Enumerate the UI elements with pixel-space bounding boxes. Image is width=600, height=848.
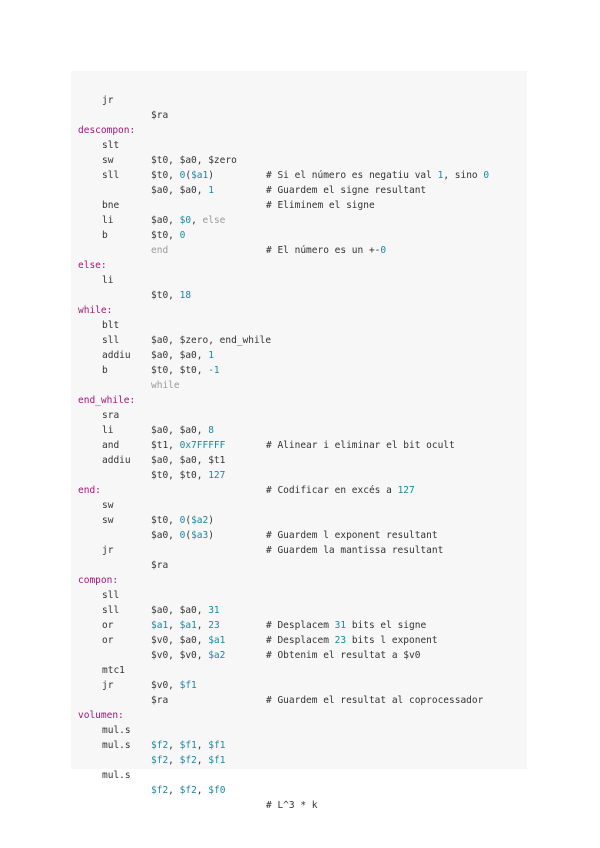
operand-text: $v0, $v0, bbox=[151, 650, 209, 661]
operand-text: $a0, $a0, bbox=[151, 350, 209, 361]
instruction: sll bbox=[102, 170, 120, 181]
number: 0 bbox=[179, 230, 186, 241]
comment-text: # Desplacem bbox=[266, 620, 335, 631]
instruction: sw bbox=[102, 500, 114, 511]
operand-text: , bbox=[196, 740, 209, 751]
instruction: jr bbox=[102, 680, 114, 691]
comment-text: # Desplacem bbox=[266, 635, 335, 646]
number: 1 bbox=[437, 170, 444, 181]
register: $f2 bbox=[151, 755, 169, 766]
number: -1 bbox=[208, 365, 220, 376]
label-else: else: bbox=[78, 260, 107, 271]
instruction: sll bbox=[102, 605, 120, 616]
register: $a1 bbox=[151, 620, 169, 631]
instruction: addiu bbox=[102, 350, 131, 361]
instruction: mul.s bbox=[102, 725, 131, 736]
instruction: or bbox=[102, 635, 114, 646]
comment: # L^3 * k bbox=[266, 800, 318, 811]
label-while: while: bbox=[78, 305, 113, 316]
code-line bbox=[71, 258, 527, 301]
operand-text: ( bbox=[185, 530, 192, 541]
operand-text: ) bbox=[208, 530, 214, 541]
operand-text: $t1, bbox=[151, 440, 180, 451]
number: 23 bbox=[334, 635, 347, 646]
operand-text: , bbox=[191, 215, 203, 226]
instruction: blt bbox=[102, 320, 120, 331]
code-line bbox=[71, 108, 527, 136]
instruction: and bbox=[102, 440, 120, 451]
register: $f1 bbox=[208, 740, 226, 751]
comment-text: # Codificar en excés a bbox=[266, 485, 398, 496]
blank-line bbox=[71, 228, 527, 243]
blank-line bbox=[71, 93, 527, 108]
branch-target: while bbox=[151, 380, 180, 391]
code-line bbox=[71, 693, 527, 721]
operands: $ra bbox=[151, 560, 169, 571]
operands bbox=[151, 513, 214, 528]
blank-line bbox=[71, 513, 527, 528]
operands bbox=[151, 168, 214, 183]
instruction: addiu bbox=[102, 455, 131, 466]
number: 127 bbox=[397, 485, 415, 496]
number: 1 bbox=[208, 185, 214, 196]
operands: $ra bbox=[151, 695, 169, 706]
code-line bbox=[71, 378, 527, 406]
operand-text: , bbox=[196, 755, 209, 766]
operand-text: $v0, bbox=[151, 680, 180, 691]
blank-line bbox=[71, 453, 527, 468]
operands bbox=[151, 633, 225, 648]
operand-text: $a0, bbox=[151, 215, 180, 226]
register: $a1 bbox=[179, 620, 197, 631]
instruction: b bbox=[102, 365, 108, 376]
register: $f1 bbox=[208, 755, 226, 766]
code-line bbox=[71, 723, 527, 766]
register: $f0 bbox=[208, 785, 226, 796]
operands bbox=[151, 783, 225, 798]
code-block bbox=[71, 71, 527, 811]
register: $f1 bbox=[179, 740, 197, 751]
operands bbox=[151, 228, 185, 243]
instruction: sll bbox=[102, 335, 120, 346]
blank-line bbox=[71, 273, 527, 288]
number: 31 bbox=[334, 620, 347, 631]
register: $a1 bbox=[191, 170, 209, 181]
instruction: jr bbox=[102, 545, 114, 556]
operand-text: $t0, $t0, bbox=[151, 470, 209, 481]
blank-line bbox=[71, 678, 527, 693]
label-compon: compon: bbox=[78, 575, 119, 586]
instruction: sll bbox=[102, 590, 120, 601]
label-descompon: descompon: bbox=[78, 125, 136, 136]
code-line bbox=[71, 78, 527, 121]
operand-text: $t0, bbox=[151, 515, 180, 526]
number: 127 bbox=[208, 470, 226, 481]
instruction: mul.s bbox=[102, 770, 131, 781]
number: 0 bbox=[179, 530, 186, 541]
operands: $t0, $a0, $zero bbox=[151, 155, 237, 166]
branch-target: else bbox=[202, 215, 226, 226]
operand-text: , bbox=[168, 740, 180, 751]
instruction: jr bbox=[102, 95, 114, 106]
instruction: li bbox=[102, 275, 114, 286]
number: 0x7FFFFF bbox=[179, 440, 226, 451]
code-line bbox=[71, 243, 527, 271]
operand-text: , bbox=[196, 620, 209, 631]
register: $f2 bbox=[151, 785, 169, 796]
comment: # Guardem el resultat al coprocessador bbox=[266, 695, 484, 706]
register: $f2 bbox=[179, 785, 197, 796]
operand-text: $a0, bbox=[151, 530, 180, 541]
operand-text: ) bbox=[208, 170, 214, 181]
comment-text: bits el signe bbox=[346, 620, 427, 631]
comment: # Guardem l exponent resultant bbox=[266, 530, 438, 541]
number: 0 bbox=[483, 170, 490, 181]
operand-text: $a0, $a0, bbox=[151, 605, 209, 616]
code-line bbox=[71, 708, 527, 751]
operand-text: $t0, $t0, bbox=[151, 365, 209, 376]
operand-text: $a0, $a0, bbox=[151, 185, 209, 196]
comment: # Obtenim el resultat a $v0 bbox=[266, 650, 421, 661]
code-line bbox=[71, 288, 527, 316]
instruction: slt bbox=[102, 140, 120, 151]
operands: $a0, $a0, $t1 bbox=[151, 455, 226, 466]
comment: # Guardem la mantissa resultant bbox=[266, 545, 444, 556]
number: 8 bbox=[208, 425, 214, 436]
operand-text: $t0, bbox=[151, 170, 180, 181]
operand-text: , bbox=[168, 785, 180, 796]
label-volumen: volumen: bbox=[78, 710, 124, 721]
number: 23 bbox=[208, 620, 220, 631]
register: $a3 bbox=[191, 530, 209, 541]
number: 31 bbox=[208, 605, 220, 616]
instruction: or bbox=[102, 620, 114, 631]
operand-text: , bbox=[168, 755, 180, 766]
instruction: sra bbox=[102, 410, 120, 421]
operands: $a0, $zero, end_while bbox=[151, 335, 272, 346]
instruction: sw bbox=[102, 515, 114, 526]
instruction: bne bbox=[102, 200, 120, 211]
label-end: end: bbox=[78, 485, 101, 496]
register: $f2 bbox=[179, 755, 197, 766]
instruction: li bbox=[102, 215, 114, 226]
comment bbox=[266, 168, 489, 183]
code-line bbox=[71, 753, 527, 811]
operands bbox=[151, 738, 225, 753]
comment: # Eliminem el signe bbox=[266, 200, 375, 211]
operand-text: , bbox=[196, 785, 209, 796]
register: $a2 bbox=[191, 515, 209, 526]
instruction: b bbox=[102, 230, 108, 241]
register: $a2 bbox=[208, 650, 226, 661]
operand-text: $a0, $a0, bbox=[151, 425, 209, 436]
number: 0 bbox=[380, 245, 387, 256]
operand-text: , bbox=[168, 620, 180, 631]
operand-text: $t0, bbox=[151, 290, 180, 301]
comment bbox=[266, 633, 438, 648]
operands: $ra bbox=[151, 110, 169, 121]
register: $0 bbox=[179, 215, 192, 226]
blank-line bbox=[71, 738, 527, 753]
comment-text: , sino bbox=[443, 170, 484, 181]
register: $a1 bbox=[208, 635, 226, 646]
number: 18 bbox=[179, 290, 192, 301]
blank-line bbox=[71, 363, 527, 378]
number: 1 bbox=[208, 350, 214, 361]
comment: # Alinear i eliminar el bit ocult bbox=[266, 440, 455, 451]
instruction: li bbox=[102, 425, 114, 436]
label-end-while: end_while: bbox=[78, 395, 136, 406]
operands bbox=[151, 363, 220, 378]
comment-text: bits l exponent bbox=[346, 635, 438, 646]
operands bbox=[151, 678, 197, 693]
code-line bbox=[71, 558, 527, 586]
operand-text: ) bbox=[208, 515, 214, 526]
operand-text: ( bbox=[185, 515, 192, 526]
instruction: mul.s bbox=[102, 740, 131, 751]
operand-text: ( bbox=[185, 170, 192, 181]
register: $f2 bbox=[151, 740, 169, 751]
operand-text: $v0, $a0, bbox=[151, 635, 209, 646]
instruction: sw bbox=[102, 155, 114, 166]
number: 0 bbox=[179, 515, 186, 526]
comment: # Guardem el signe resultant bbox=[266, 185, 427, 196]
instruction: mtc1 bbox=[102, 665, 125, 676]
operand-text: $t0, bbox=[151, 230, 180, 241]
branch-target: end bbox=[151, 245, 169, 256]
comment-text: # El número es un +- bbox=[266, 245, 381, 256]
register: $f1 bbox=[179, 680, 197, 691]
number: 0 bbox=[179, 170, 186, 181]
comment-text: # Si el número es negatiu val bbox=[266, 170, 438, 181]
